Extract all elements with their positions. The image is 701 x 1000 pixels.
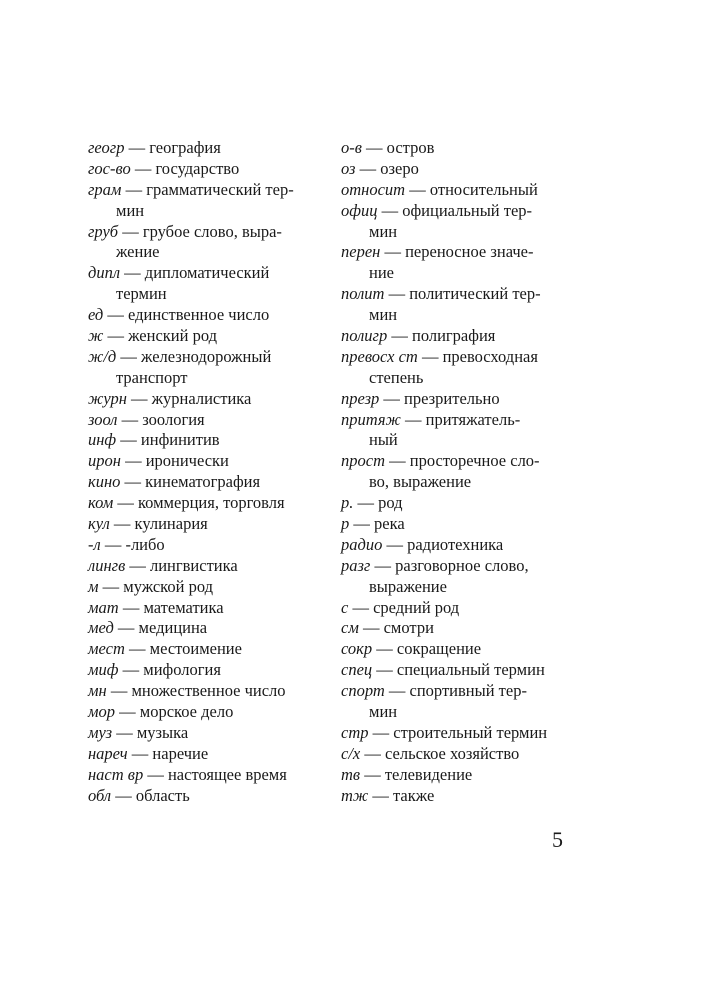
abbreviation-entry — [88, 326, 316, 347]
definition: — музыка — [112, 722, 189, 742]
abbreviation-entry — [88, 222, 316, 243]
abbreviation: м — [88, 576, 99, 596]
entry-continuation — [88, 368, 316, 389]
definition: — математика — [118, 597, 224, 617]
definition: жение — [116, 242, 160, 262]
definition: — география — [124, 138, 221, 157]
abbreviation: мор — [88, 702, 116, 722]
abbreviation: прост — [341, 451, 385, 471]
abbreviation-entry — [88, 389, 316, 410]
abbreviation-entry — [88, 472, 316, 493]
abbreviation-entry — [341, 410, 570, 431]
entry-continuation — [341, 430, 570, 451]
definition: — морское дело — [115, 702, 234, 722]
definition: — мужской род — [98, 576, 213, 596]
definition: — кулинария — [109, 514, 208, 534]
abbreviation-entry — [88, 765, 316, 786]
abbreviation: гос-во — [88, 158, 131, 178]
abbreviation-entry — [341, 493, 570, 514]
definition: — женский род — [103, 326, 217, 346]
abbreviation: презр — [341, 388, 380, 408]
definition: — разговорное слово, — [370, 555, 529, 575]
abbreviation: журн — [88, 388, 127, 408]
abbreviation-entry — [88, 681, 316, 702]
abbreviation-entry — [341, 556, 570, 577]
abbreviation-entry — [88, 451, 316, 472]
definition: — медицина — [113, 618, 208, 638]
definition: — дипломатический — [120, 263, 270, 283]
definition: — озеро — [355, 158, 419, 178]
abbreviation-entry — [88, 598, 316, 619]
abbreviation-entry — [88, 639, 316, 660]
definition: — просторечное сло- — [385, 451, 540, 471]
definition: — река — [349, 514, 405, 534]
abbreviation-entry — [88, 744, 316, 765]
entry-continuation — [341, 263, 570, 284]
definition: — политический тер- — [384, 284, 541, 304]
entry-continuation — [341, 368, 570, 389]
abbreviation-entry — [88, 263, 316, 284]
definition: — иронически — [120, 451, 229, 471]
abbreviation-entry — [88, 305, 316, 326]
abbreviation-entry — [88, 723, 316, 744]
definition: — телевидение — [360, 764, 473, 784]
definition: — государство — [130, 158, 240, 178]
abbreviation: полит — [341, 284, 385, 304]
abbreviation: см — [341, 618, 359, 638]
abbreviation-entry — [88, 702, 316, 723]
abbreviation: наст вр — [88, 764, 144, 784]
abbreviation-entry — [341, 660, 570, 681]
abbreviation-entry — [341, 138, 570, 159]
abbreviation: стр — [341, 722, 369, 742]
definition: — переносное значе- — [380, 242, 534, 262]
definition: — местоимение — [124, 639, 242, 659]
abbreviation: -л — [88, 534, 101, 554]
abbreviation: ком — [88, 493, 114, 513]
definition: термин — [116, 284, 167, 304]
definition: — также — [368, 785, 435, 805]
abbreviation: о-в — [341, 138, 362, 157]
abbreviation: с — [341, 597, 349, 617]
definition: — грубое слово, выра- — [118, 221, 282, 241]
abbreviation: спорт — [341, 681, 385, 701]
definition: — род — [353, 493, 403, 513]
entry-continuation — [88, 242, 316, 263]
entry-continuation — [88, 201, 316, 222]
abbreviation: мед — [88, 618, 114, 638]
abbreviation: радио — [341, 534, 383, 554]
abbreviation: офиц — [341, 200, 378, 220]
definition: — спортивный тер- — [384, 681, 527, 701]
definition: — инфинитив — [116, 430, 220, 450]
abbreviation-entry — [341, 326, 570, 347]
abbreviation: дипл — [88, 263, 121, 283]
abbreviation-entry — [88, 660, 316, 681]
abbreviation-entry — [341, 765, 570, 786]
definition: — единственное число — [103, 305, 270, 325]
definition: во, выражение — [369, 472, 472, 492]
abbreviation: сокр — [341, 639, 373, 659]
abbreviation: инф — [88, 430, 117, 450]
definition: степень — [369, 367, 424, 387]
abbreviation-entry — [88, 535, 316, 556]
definition: — официальный тер- — [377, 200, 533, 220]
abbreviation: перен — [341, 242, 381, 262]
entry-continuation — [341, 472, 570, 493]
definition: — кинематография — [120, 472, 261, 492]
abbreviation-entry — [341, 284, 570, 305]
abbreviation-entry — [341, 180, 570, 201]
abbreviation: тж — [341, 785, 369, 805]
abbreviation: разг — [341, 555, 371, 575]
entry-continuation — [88, 284, 316, 305]
abbreviation-entry — [88, 493, 316, 514]
abbreviation: относит — [341, 179, 406, 199]
abbreviation-entry — [88, 159, 316, 180]
abbreviation: ирон — [88, 451, 121, 471]
abbreviation-entry — [341, 786, 570, 807]
definition: — специальный термин — [372, 660, 545, 680]
abbreviation-entry — [341, 639, 570, 660]
abbreviation: кино — [88, 472, 121, 492]
definition: — настоящее время — [143, 764, 287, 784]
definition: — грамматический тер- — [121, 179, 294, 199]
definition: — средний род — [348, 597, 460, 617]
definition: — превосходная — [417, 346, 538, 366]
definition: — область — [111, 785, 190, 805]
definition: — радиотехника — [382, 534, 504, 554]
abbreviation: мест — [88, 639, 125, 659]
abbreviation: р. — [341, 493, 354, 513]
definition: транспорт — [116, 367, 188, 387]
abbreviation: груб — [88, 221, 119, 241]
abbreviation-entry — [88, 410, 316, 431]
definition: — -либо — [100, 534, 165, 554]
abbreviation: зоол — [88, 409, 118, 429]
page-number: 5 — [552, 827, 563, 852]
abbreviation: спец — [341, 660, 373, 680]
abbreviation-entry — [88, 786, 316, 807]
entry-continuation — [341, 305, 570, 326]
abbreviation-entry — [88, 138, 316, 159]
abbreviation-entry — [341, 201, 570, 222]
definition: — притяжатель- — [400, 409, 521, 429]
definition: — мифология — [118, 660, 221, 680]
abbreviation-entry — [341, 242, 570, 263]
definition: — железнодорожный — [116, 346, 272, 366]
abbreviation: геогр — [88, 138, 125, 157]
abbreviation: нареч — [88, 743, 128, 763]
entry-continuation — [341, 577, 570, 598]
abbreviation: притяж — [341, 409, 401, 429]
abbreviation-entry — [341, 744, 570, 765]
abbreviation-entry — [88, 430, 316, 451]
abbreviation: грам — [88, 179, 122, 199]
abbreviation: ед — [88, 305, 104, 325]
abbreviation: кул — [88, 514, 110, 534]
abbreviation: мн — [88, 681, 107, 701]
definition: — зоология — [117, 409, 205, 429]
abbreviation: тв — [341, 764, 361, 784]
abbreviation-entry — [88, 556, 316, 577]
definition: — наречие — [127, 743, 209, 763]
definition: — презрительно — [379, 388, 500, 408]
abbreviation-entry — [341, 159, 570, 180]
abbreviation: ж/д — [88, 346, 117, 366]
definition: — относительный — [405, 179, 538, 199]
abbreviation: р — [341, 514, 350, 534]
abbreviation-entry — [341, 723, 570, 744]
definition: — сокращение — [372, 639, 482, 659]
abbreviation: мат — [88, 597, 119, 617]
abbreviation-entry — [88, 347, 316, 368]
abbreviation-entry — [88, 577, 316, 598]
definition: ние — [369, 263, 394, 283]
abbreviation-entry — [341, 618, 570, 639]
definition: выражение — [369, 576, 447, 596]
definition: — полиграфия — [387, 326, 496, 346]
definition: — остров — [361, 138, 435, 157]
abbreviation-entry — [341, 389, 570, 410]
abbreviation-entry — [88, 514, 316, 535]
abbreviation: обл — [88, 785, 112, 805]
definition: ный — [369, 430, 398, 450]
definition: — смотри — [358, 618, 434, 638]
definition: — множественное число — [106, 681, 286, 701]
abbreviation-entry — [341, 451, 570, 472]
abbreviation-entry — [341, 535, 570, 556]
abbreviation: с/х — [341, 743, 361, 763]
definition: — лингвистика — [125, 555, 238, 575]
abbreviation: полигр — [341, 326, 388, 346]
abbreviation: превосх ст — [341, 346, 418, 366]
abbreviation: муз — [88, 722, 113, 742]
definition: мин — [369, 702, 398, 722]
entry-continuation — [341, 222, 570, 243]
definition: мин — [369, 221, 398, 241]
abbreviation-entry — [341, 347, 570, 368]
definition: мин — [116, 200, 145, 220]
abbreviation: ж — [88, 326, 104, 346]
definition: — строительный термин — [368, 722, 548, 742]
definition: — сельское хозяйство — [360, 743, 520, 763]
definition: мин — [369, 305, 398, 325]
abbreviation-entry — [341, 681, 570, 702]
right-column — [341, 138, 570, 807]
definition: — журналистика — [126, 388, 252, 408]
abbreviation-entry — [88, 180, 316, 201]
abbreviation: оз — [341, 158, 356, 178]
abbreviation-entry — [341, 598, 570, 619]
left-column — [88, 138, 316, 807]
abbreviation: миф — [88, 660, 119, 680]
entry-continuation — [341, 702, 570, 723]
abbreviation-entry — [88, 618, 316, 639]
abbreviation: лингв — [88, 555, 126, 575]
definition: — коммерция, торговля — [113, 493, 285, 513]
abbreviation-entry — [341, 514, 570, 535]
